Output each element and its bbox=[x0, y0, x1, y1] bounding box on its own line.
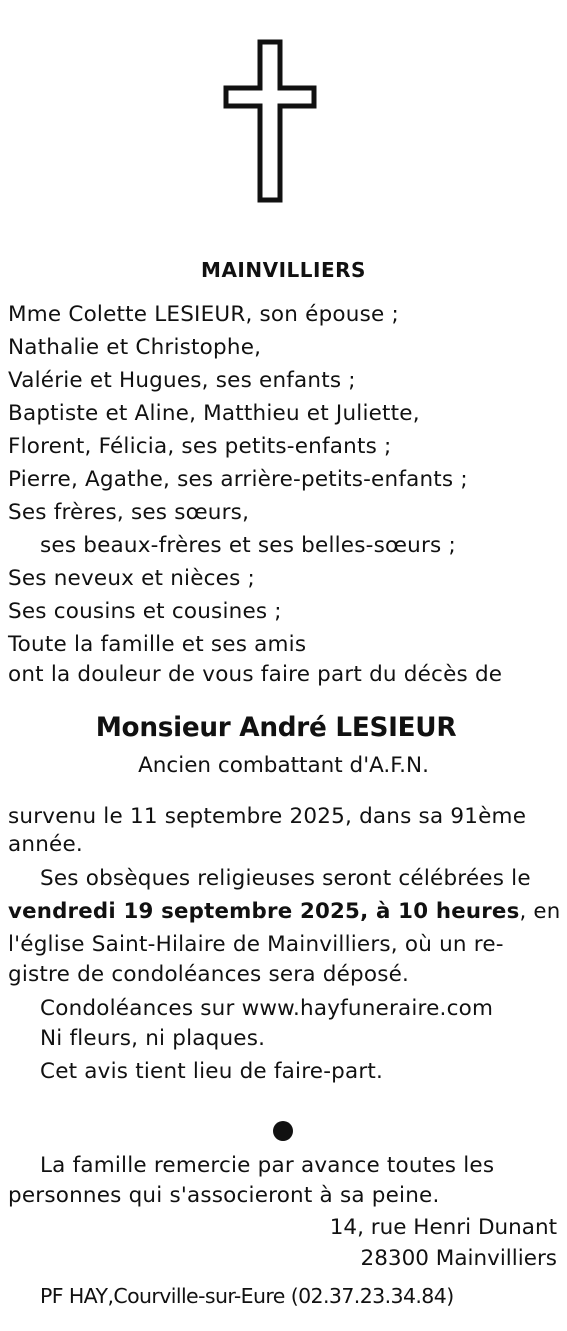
family-line: ses beaux-frères et ses belles-sœurs ; bbox=[40, 533, 456, 558]
thanks-line: La famille remercie par avance toutes les bbox=[40, 1153, 495, 1178]
death-line: survenu le 11 septembre 2025, dans sa 91ème bbox=[8, 804, 527, 829]
address-city: 28300 Mainvilliers bbox=[360, 1246, 557, 1271]
funeral-line: Ses obsèques religieuses seront célébrées le bbox=[40, 866, 531, 891]
family-line: ont la douleur de vous faire part du décès de bbox=[8, 662, 503, 687]
funeral-date: vendredi 19 septembre 2025, à 10 heures bbox=[8, 899, 520, 924]
family-line: Pierre, Agathe, ses arrière-petits-enfants ; bbox=[8, 467, 468, 492]
family-line: Ses cousins et cousines ; bbox=[8, 599, 282, 624]
funeral-home: PF HAY,Courville-sur-Eure (02.37.23.34.84) bbox=[40, 1284, 454, 1308]
town-heading: MAINVILLIERS bbox=[201, 258, 366, 282]
funeral-date-line: vendredi 19 septembre 2025, à 10 heures, en bbox=[8, 899, 561, 924]
deceased-name: Monsieur André LESIEUR bbox=[95, 712, 457, 743]
funeral-line: l'église Saint-Hilaire de Mainvilliers, où un re- bbox=[8, 932, 504, 957]
family-line: Nathalie et Christophe, bbox=[8, 335, 262, 360]
family-line: Baptiste et Aline, Matthieu et Juliette, bbox=[8, 401, 420, 426]
thanks-line: personnes qui s'associeront à sa peine. bbox=[8, 1183, 440, 1208]
notice-line: Cet avis tient lieu de faire-part. bbox=[40, 1059, 384, 1084]
deceased-title: Ancien combattant d'A.F.N. bbox=[138, 753, 429, 778]
family-line: Valérie et Hugues, ses enfants ; bbox=[8, 368, 356, 393]
bullet-dot-icon bbox=[273, 1121, 293, 1141]
cross-icon bbox=[222, 38, 318, 204]
address-street: 14, rue Henri Dunant bbox=[329, 1215, 557, 1240]
condolences-line: Condoléances sur www.hayfuneraire.com bbox=[40, 996, 494, 1021]
funeral-line: gistre de condoléances sera déposé. bbox=[8, 962, 410, 987]
death-line: année. bbox=[8, 832, 83, 857]
family-line: Toute la famille et ses amis bbox=[8, 632, 307, 657]
family-line: Ses frères, ses sœurs, bbox=[8, 500, 250, 525]
no-flowers-line: Ni fleurs, ni plaques. bbox=[40, 1026, 266, 1051]
family-line: Ses neveux et nièces ; bbox=[8, 566, 255, 591]
family-line: Florent, Félicia, ses petits-enfants ; bbox=[8, 434, 392, 459]
family-line: Mme Colette LESIEUR, son épouse ; bbox=[8, 302, 399, 327]
